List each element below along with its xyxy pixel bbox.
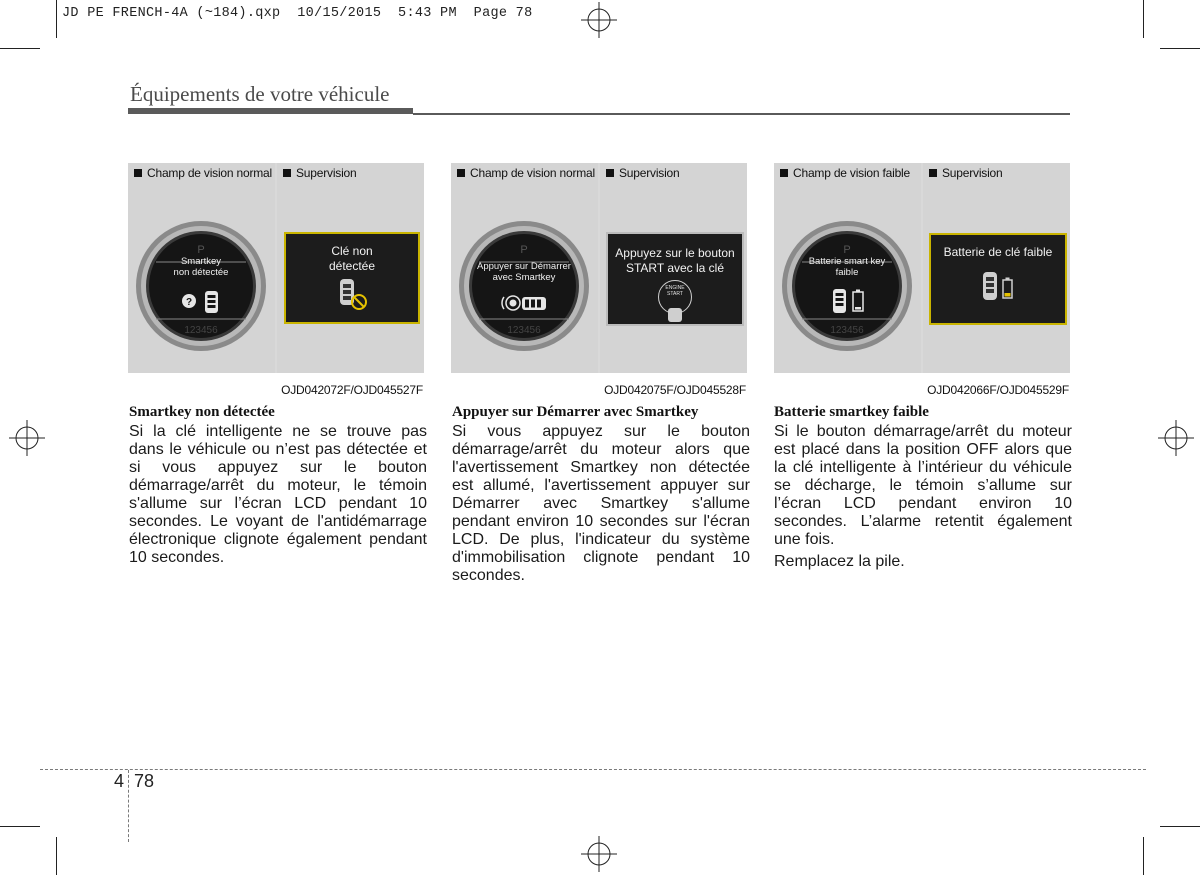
- registration-mark-top: [581, 2, 617, 38]
- cluster-gauge: [457, 219, 591, 353]
- figure-id: OJD042072F/OJD045527F: [281, 383, 423, 397]
- gauge-message: Smartkey non détectée: [173, 256, 229, 278]
- section-press-start-with-smartkey: [452, 404, 750, 585]
- normal-view-panel: [128, 163, 275, 373]
- figure-label-left: Champ de vision normal: [457, 166, 595, 180]
- supervision-panel: [600, 163, 747, 373]
- section-header-title: Équipements de votre véhicule: [130, 82, 390, 106]
- lcd-warning-screen: Clé non détectée: [284, 232, 420, 324]
- print-slug: JD PE FRENCH-4A (~184).qxp 10/15/2015 5:43 PM Page 78: [62, 6, 533, 21]
- smartkey-prohibited-icon: [332, 277, 372, 313]
- section-title: Appuyer sur Démarrer avec Smartkey: [452, 404, 699, 420]
- footer-rule: [40, 769, 1146, 770]
- section-smartkey-not-detected: [129, 404, 427, 567]
- smartkey-low-battery-icon: [975, 268, 1021, 306]
- section-title: Batterie smartkey faible: [774, 404, 929, 420]
- engine-start-button-icon: ENGINE START: [658, 280, 692, 314]
- chapter-number: 4: [114, 771, 125, 791]
- normal-view-panel: [774, 163, 921, 373]
- figure-smartkey-battery-low: [774, 163, 1070, 397]
- figure-id: OJD042075F/OJD045528F: [604, 383, 746, 397]
- figure-label-right: Supervision: [929, 166, 1003, 180]
- gauge-message: Appuyer sur Démarrer avec Smartkey: [477, 261, 571, 283]
- lcd-warning-screen: Batterie de clé faible: [929, 233, 1067, 325]
- footer-divider: [128, 770, 129, 842]
- figure-label-left: Champ de vision faible: [780, 166, 910, 180]
- registration-mark-left: [9, 420, 45, 456]
- svg-text:?: ?: [185, 297, 193, 308]
- figure-label-left: Champ de vision normal: [134, 166, 272, 180]
- section-paragraph: Remplacez la pile.: [774, 553, 905, 570]
- svg-text:123456: 123456: [184, 325, 218, 336]
- lcd-warning-screen: Appuyez sur le bouton START avec la clé ENGINE START: [606, 232, 744, 326]
- figure-label-right: Supervision: [283, 166, 357, 180]
- svg-text:P: P: [197, 244, 205, 256]
- section-paragraph: Si le bouton démarrage/arrêt du moteur est placé dans la position OFF alors que la clé intelligente à l’intérieur du véhicule se décharge, le témoin s’allume sur l’écran LCD pendant environ 10 secondes. L’alarme retentit également une fois.: [774, 423, 1072, 548]
- section-paragraph: Si la clé intelligente ne se trouve pas dans le véhicule ou n’est pas détectée et si vous appuyez sur le bouton démarrage/arrêt du moteur, le témoin s'allume sur l’écran LCD pendant 10 secondes. Le voyant de l'antidémarrage électronique clignote également pendant 10 secondes.: [129, 423, 427, 566]
- figure-label-right: Supervision: [606, 166, 680, 180]
- header-rule-thin: [413, 113, 1070, 115]
- supervision-panel: [277, 163, 424, 373]
- gauge-message: Batterie smart key faible: [808, 256, 886, 278]
- header-rule: [128, 108, 413, 114]
- svg-text:P: P: [520, 244, 528, 256]
- section-title: Smartkey non détectée: [129, 404, 275, 420]
- cluster-gauge: [780, 219, 914, 353]
- section-paragraph: Si vous appuyez sur le bouton démarrage/arrêt du moteur alors que l'avertissement Smartkey non détectée est allumé, l'avertissement appuyer sur Démarrer avec Smartkey s'allume pendant environ 10 secondes sur l'écran LCD. De plus, l'indicateur du système d'immobilisation clignote pendant 10 secondes.: [452, 423, 750, 584]
- section-smartkey-battery-low: [774, 404, 1072, 571]
- supervision-panel: [923, 163, 1070, 373]
- normal-view-panel: [451, 163, 598, 373]
- registration-mark-right: [1158, 420, 1194, 456]
- figure-press-start-with-smartkey: [451, 163, 747, 397]
- registration-mark-bottom: [581, 836, 617, 872]
- figure-id: OJD042066F/OJD045529F: [927, 383, 1069, 397]
- svg-text:P: P: [843, 244, 851, 256]
- svg-text:123456: 123456: [507, 325, 541, 336]
- figure-smartkey-not-detected: [128, 163, 424, 397]
- cluster-gauge: [134, 219, 268, 353]
- page-number: 78: [134, 771, 155, 791]
- svg-text:123456: 123456: [830, 325, 864, 336]
